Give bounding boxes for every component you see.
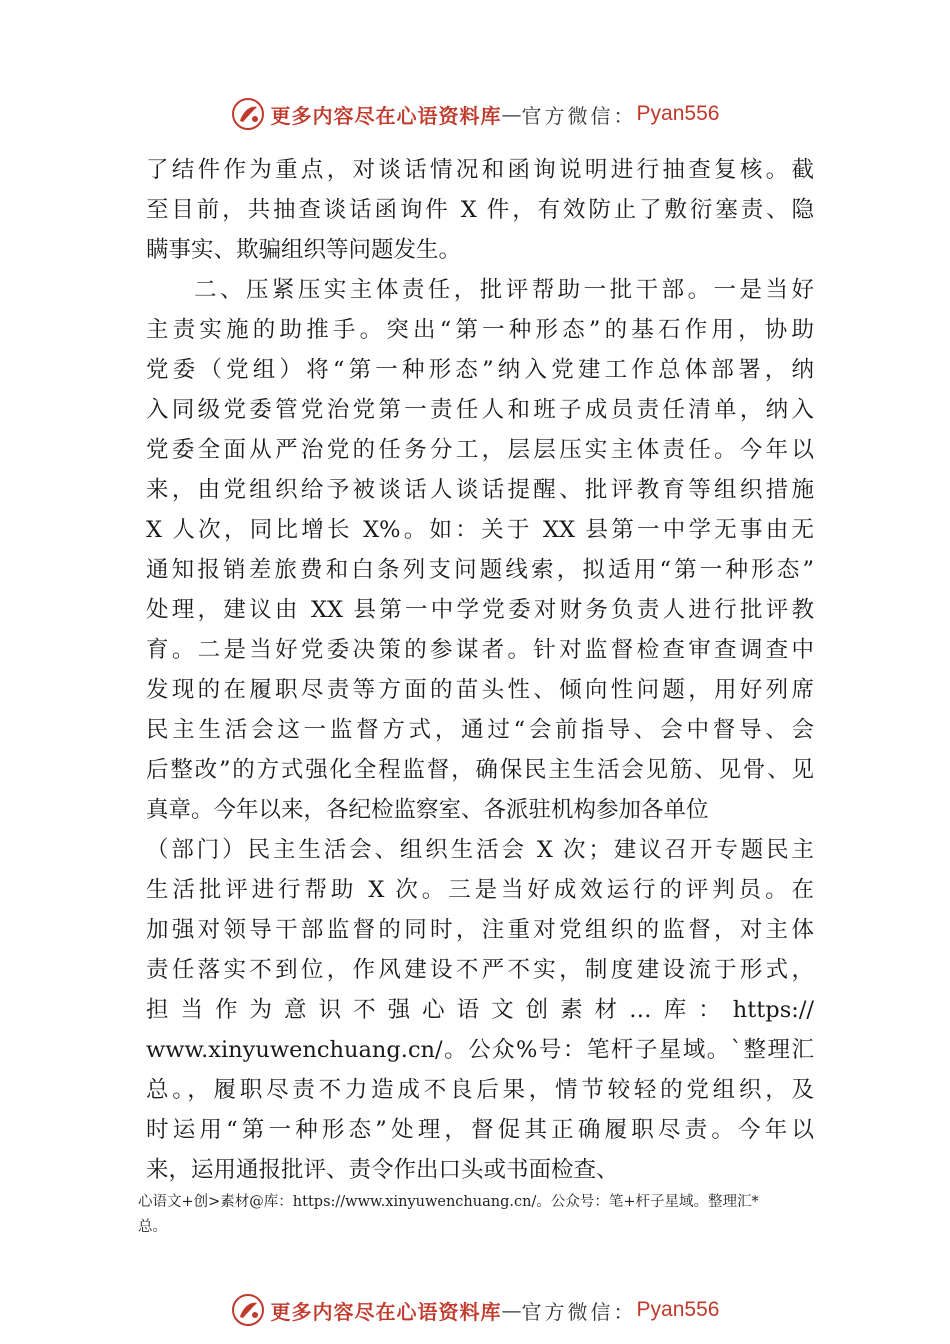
body-line: X 人次，同比增长 X%。如：关于 XX 县第一中学无事由无 (146, 517, 814, 543)
body-line: 真章。今年以来，各纪检监察室、各派驻机构参加各单位 (146, 797, 709, 823)
paragraph-heading-line: 二、压紧压实主体责任，批评帮助一批干部。一是当好 (194, 277, 814, 303)
body-line: 育。二是当好党委决策的参谋者。针对监督检查审查调查中 (146, 637, 814, 663)
body-line: 后整改”的方式强化全程监督，确保民主生活会见筋、见骨、见 (146, 757, 814, 783)
banner-main-text: 更多内容尽在心语资料库 (270, 103, 502, 128)
body-line: 入同级党委管党治党第一责任人和班子成员责任清单，纳入 (146, 397, 814, 423)
footnote (138, 1190, 848, 1240)
banner-wechat-id: Pyan556 (636, 102, 720, 125)
footer-watermark-banner (0, 1288, 950, 1332)
body-line: 瞒事实、欺骗组织等问题发生。 (146, 237, 462, 263)
brand-logo-icon (231, 1293, 265, 1327)
header-watermark-banner (0, 92, 950, 136)
body-line: 总。，履职尽责不力造成不良后果，情节较轻的党组织，及 (146, 1077, 814, 1103)
body-line: 党委（党组）将“第一种形态”纳入党建工作总体部署，纳 (146, 357, 814, 383)
document-body (146, 150, 814, 1190)
footnote-line: 心语文+创>素材@库：https://www.xinyuwenchuang.cn/。公众号：笔+杆子星域。整理汇* (138, 1194, 759, 1210)
banner-official-text: 官方微信： (521, 103, 637, 128)
body-line: 担当作为意识不强心语文创素材…库：https:// (146, 997, 814, 1023)
body-line: 发现的在履职尽责等方面的苗头性、倾向性问题，用好列席 (146, 677, 814, 703)
body-line: 加强对领导干部监督的同时，注重对党组织的监督，对主体 (146, 917, 814, 943)
body-line: 党委全面从严治党的任务分工，层层压实主体责任。今年以 (146, 437, 814, 463)
body-line: 时运用“第一种形态”处理，督促其正确履职尽责。今年以 (146, 1117, 814, 1143)
body-line: 来，由党组织给予被谈话人谈话提醒、批评教育等组织措施 (146, 477, 814, 503)
body-line: 主责实施的助推手。突出“第一种形态”的基石作用，协助 (146, 317, 814, 343)
footnote-line: 总。 (138, 1219, 167, 1235)
body-line: （部门）民主生活会、组织生活会 X 次；建议召开专题民主 (146, 837, 814, 863)
banner-dash: — (501, 1298, 522, 1322)
body-line: 来，运用通报批评、责令作出口头或书面检查、 (146, 1157, 619, 1183)
body-line: 责任落实不到位，作风建设不严不实，制度建设流于形式， (146, 957, 814, 983)
body-line: 生活批评进行帮助 X 次。三是当好成效运行的评判员。在 (146, 877, 814, 903)
body-line: www.xinyuwenchuang.cn/。公众%号：笔杆子星域。`整理汇 (146, 1037, 814, 1063)
brand-logo-icon (231, 97, 265, 131)
body-line: 至目前，共抽查谈话函询件 X 件，有效防止了敷衍塞责、隐 (146, 197, 814, 223)
body-line: 民主生活会这一监督方式，通过“会前指导、会中督导、会 (146, 717, 814, 743)
body-line: 了结件作为重点，对谈话情况和函询说明进行抽查复核。截 (146, 157, 814, 183)
banner-dash: — (501, 102, 522, 126)
body-line: 通知报销差旅费和白条列支问题线索，拟适用“第一种形态” (146, 557, 814, 583)
banner-official-text: 官方微信： (521, 1299, 637, 1324)
banner-main-text: 更多内容尽在心语资料库 (270, 1299, 502, 1324)
body-line: 处理，建议由 XX 县第一中学党委对财务负责人进行批评教 (146, 597, 814, 623)
banner-wechat-id: Pyan556 (636, 1298, 720, 1321)
